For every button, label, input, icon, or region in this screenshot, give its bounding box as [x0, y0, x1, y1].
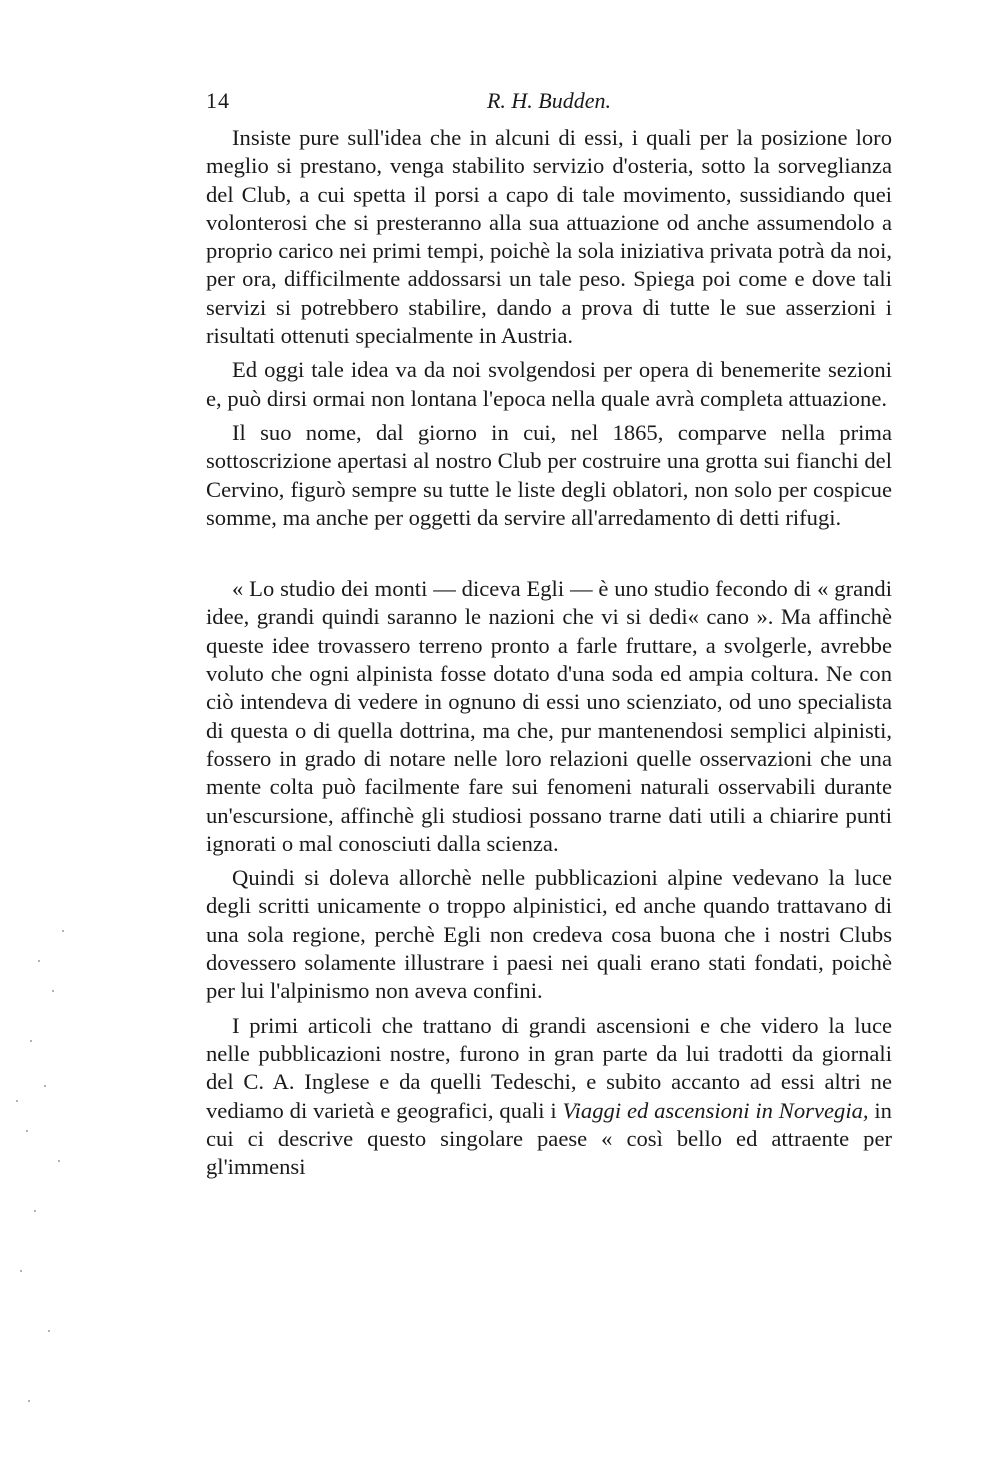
paragraph-text: I primi articoli che trattano di grandi ascensioni e che videro la luce nelle pubblicazioni nostre, furono in gran parte da lui tradotti da giornali del C. A. Inglese e da quelli Tedeschi, e subito accanto ad essi altri ne vediamo di varietà e geografici, quali i: [206, 1012, 892, 1123]
paragraph-text: in cui ci descrive questo singolare paese « così bello ed attraente per gl'immensi: [206, 1097, 892, 1180]
paragraph: Ed oggi tale idea va da noi svolgendosi per opera di benemerite sezioni e, può dirsi ormai non lontana l'epoca nella quale avrà completa attuazione.: [206, 357, 892, 411]
paragraph: « Lo studio dei monti — diceva Egli — è uno studio fecondo di « grandi idee, grandi quindi saranno le nazioni che vi si dedi« cano ». Ma affinchè queste idee trovassero terreno pronto a farle fruttare, a svolgerle, avrebbe voluto che ogni alpinista fosse dotato d'una soda ed ampia coltura. Ne con ciò intendeva di vedere in ognuno di essi uno scienziato, od uno specialista di questa o di quella dottrina, ma che, pur mantenendosi semplici alpinisti, fossero in grado di notare nelle loro relazioni quelle osservazioni che una mente colta può facilmente fare sui fenomeni naturali osservabili durante un'escursione, affinchè gli studiosi possano trarne dati utili a chiarire punti ignorati o mal conosciuti dalla scienza.: [206, 576, 892, 856]
paragraph: [206, 1012, 892, 1182]
body-text: [206, 124, 892, 1181]
running-title: R. H. Budden.: [486, 88, 612, 113]
paragraph: Il suo nome, dal giorno in cui, nel 1865, comparve nella prima sottoscrizione apertasi al nostro Club per costruire una grotta sui fianchi del Cervino, figurò sempre su tutte le liste degli oblatori, non solo per cospicue somme, ma anche per oggetti da servire all'arredamento di detti rifugi.: [206, 419, 892, 530]
italic-title: Viaggi ed ascensioni in Norvegia,: [562, 1097, 869, 1123]
running-header: [206, 88, 892, 118]
paragraph: Quindi si doleva allorchè nelle pubblicazioni alpine vedevano la luce degli scritti unicamente o troppo alpinistici, ed anche quando trattavano di una sola regione, perchè Egli non credeva cosa buona che i nostri Clubs dovessero solamente illustrare i paesi nei quali erano stati fondati, poichè per lui l'alpinismo non aveva confini.: [206, 865, 892, 1004]
paragraph: Insiste pure sull'idea che in alcuni di essi, i quali per la posizione loro meglio si prestano, venga stabilito servizio d'osteria, sotto la sorveglianza del Club, a cui spetta il porsi a capo di tale movimento, sussidiando quei volonterosi che si presteranno alla sua attuazione od anche assumendolo a proprio carico nei primi tempi, poichè la sola iniziativa privata potrà da noi, per ora, difficilmente addossarsi un tale peso. Spiega poi come e dove tali servizi si potrebbero stabilire, dando a prova di tutte le sue asserzioni i risultati ottenuti specialmente in Austria.: [206, 125, 892, 349]
page-number: 14: [206, 88, 230, 113]
